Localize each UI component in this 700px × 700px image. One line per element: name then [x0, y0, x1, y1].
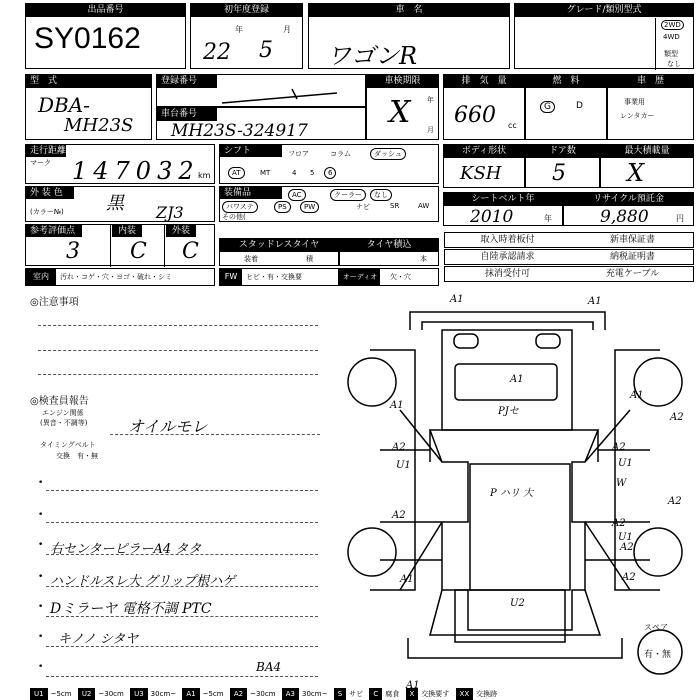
legend-key-xx: XX: [456, 688, 474, 700]
legend-key-c: C: [369, 688, 382, 700]
mark-right-fender: A1: [630, 390, 644, 401]
recycle-unit: 円: [676, 214, 684, 223]
first-registration-label: 初年度登録: [191, 4, 302, 17]
lot-number: SY0162: [34, 22, 141, 55]
equip-power-steering: パワステ: [222, 201, 258, 213]
equip-none: なし: [370, 189, 392, 201]
mark-right-front-door-w: W: [616, 478, 627, 489]
model-box: [25, 74, 152, 140]
shift-floor: フロア: [288, 150, 309, 158]
inspection-mark: X: [389, 95, 411, 130]
legend-key-a1: A1: [182, 688, 199, 700]
history-rental: レンタカー: [620, 112, 655, 120]
legend-val-x: 交換要す: [421, 690, 450, 698]
mark-left-fender: A1: [390, 400, 404, 411]
option-plate: 取入時着板付: [480, 235, 535, 245]
mileage-label: 走行距離: [26, 145, 66, 157]
year-unit: 年: [235, 25, 243, 34]
shift-dash: ダッシュ: [370, 148, 406, 160]
displacement-box: [443, 74, 525, 140]
recycle-value: 9,880: [600, 207, 649, 227]
mark-right-front-door-u: U1: [618, 458, 633, 469]
car-name-box: [308, 3, 510, 69]
grade-label: グレード/類別型式: [515, 4, 693, 17]
mark-right-quarter-2: A2: [622, 572, 636, 583]
fuel-label: 燃 料: [526, 75, 606, 88]
car-name: ワゴンR: [327, 42, 418, 70]
mileage-box: [25, 144, 215, 184]
body-label: ボディ形状: [444, 145, 524, 158]
equip-sr: SR: [390, 202, 400, 210]
room-box: [25, 268, 215, 286]
fw-options: ヒビ・有・交換要: [246, 273, 302, 281]
cc-unit: cc: [508, 121, 517, 130]
note-item-1: 右センターピラーA4 タタ: [50, 542, 202, 557]
exterior-label: 外装: [166, 225, 196, 237]
audio-box: [339, 268, 439, 286]
inspection-box: [366, 74, 439, 140]
color-value: 黒: [106, 193, 124, 214]
inspection-label: 車検期限: [367, 75, 438, 88]
lot-number-box: [25, 3, 186, 69]
displacement-value: 660: [454, 103, 496, 128]
equip-aw: AW: [418, 202, 430, 210]
displacement-label: 排 気 量: [444, 75, 524, 88]
legend-key-u2: U2: [78, 688, 96, 700]
evaluation-label: 参考評価点: [26, 225, 82, 237]
timing-label: タイミングベルト: [40, 441, 96, 449]
history-box: [607, 74, 694, 140]
body-box: [443, 144, 525, 188]
studless-loaded: 積: [306, 255, 313, 263]
mark-right-quarter: A2: [620, 542, 634, 553]
audio-label: オーディオ: [340, 269, 380, 285]
engine-sub: (異音・不調等): [40, 419, 88, 427]
legend-val-s: サビ: [349, 690, 364, 698]
legend-val-u1: ~5cm: [50, 690, 72, 698]
car-damage-diagram: [330, 290, 700, 688]
registration-label: 登録番号: [157, 75, 217, 88]
registration-scribble: [217, 85, 357, 107]
inspector-title: ◎検査員報告: [30, 396, 89, 407]
studless-label: スタッドレスタイヤ: [220, 239, 338, 252]
audio-options: 欠・穴: [390, 273, 411, 281]
legend-val-a3: 30cm~: [302, 690, 328, 698]
fuel-diesel: D: [576, 101, 583, 111]
mark-right-rear-door-u: U1: [618, 532, 633, 543]
chassis-box: [156, 107, 366, 140]
mark-left-front-door: A2: [392, 442, 406, 453]
lot-number-label: 出品番号: [26, 4, 185, 17]
studless-box: [219, 238, 339, 266]
month-unit: 月: [283, 25, 291, 34]
note-item-5: BA4: [256, 660, 282, 674]
option-tax: 納税証明書: [609, 252, 655, 262]
km-unit: km: [198, 171, 211, 180]
chassis-value: MH23S-324917: [171, 121, 308, 141]
timing-sub: 交換 有・無: [56, 452, 98, 460]
door-value: 5: [552, 161, 566, 186]
mark-left-rear-door: A2: [392, 510, 406, 521]
equip-other: その他(: [222, 213, 246, 221]
recycle-label: リサイクル預託金: [564, 193, 693, 206]
legend-key-x: X: [406, 688, 419, 700]
mark-rear-bumper-left: A1: [406, 680, 420, 688]
model-label: 型 式: [26, 75, 151, 88]
legend-key-u3: U3: [130, 688, 148, 700]
spare-value: 有・無: [644, 650, 672, 660]
color-code: ZJ3: [156, 203, 184, 222]
chassis-label: 車台番号: [157, 108, 217, 121]
drive-type: 類型: [664, 50, 678, 58]
mark-rear-gate: U2: [510, 598, 525, 609]
inspection-year-unit: 年: [427, 96, 434, 104]
mark-left-front-door-u: U1: [396, 460, 411, 471]
option-approval: 自陸承認請求: [480, 252, 535, 262]
registration-box: [156, 74, 366, 107]
capacity-box: [600, 144, 694, 188]
room-options: 汚れ・コゲ・穴・ヨゴ・破れ・シミ: [60, 273, 172, 281]
evaluation-value: 3: [66, 239, 80, 264]
car-name-label: 車 名: [309, 4, 509, 17]
seatbelt-label: シートベルト年: [444, 193, 562, 206]
legend-key-a3: A3: [282, 688, 299, 700]
shift-label: シフト: [220, 145, 282, 157]
tire-box: [339, 238, 439, 266]
first-registration-year: 22: [203, 40, 231, 65]
mileage-sub: マーク: [30, 159, 51, 167]
tire-unit: 本: [420, 255, 427, 263]
equip-ps: PS: [274, 201, 291, 213]
first-registration-month: 5: [259, 38, 273, 63]
grade-box: [514, 3, 694, 69]
evaluation-box: [25, 224, 215, 266]
color-box: [25, 186, 215, 222]
fuel-gasoline: G: [540, 101, 555, 113]
shift-mt: MT: [260, 169, 271, 177]
damage-legend: [30, 688, 698, 700]
studless-equipped: 装着: [244, 255, 258, 263]
exterior-value: C: [182, 239, 199, 264]
interior-label: 内装: [112, 225, 142, 237]
mark-right-rear-door: A2: [612, 518, 626, 529]
note-item-3: Dミラーヤ 電格不調 PTC: [50, 601, 212, 617]
drive-4wd: 4WD: [663, 33, 680, 41]
inspection-month-unit: 月: [427, 126, 434, 134]
option-cable: 充電ケーブル: [605, 269, 660, 279]
mileage-value: 147032: [72, 157, 200, 185]
shift-column: コラム: [330, 150, 351, 158]
legend-val-a1: ~5cm: [202, 690, 224, 698]
legend-val-c: 腐食: [385, 690, 400, 698]
mark-front-left: A1: [450, 294, 464, 305]
equip-pw: PW: [300, 201, 319, 213]
mark-right-side: A2: [668, 496, 682, 507]
equip-ac: AC: [288, 189, 306, 201]
option-row-2: [444, 249, 694, 265]
spare-label: スペア: [644, 623, 668, 632]
mark-left-quarter: A1: [400, 574, 414, 585]
capacity-value: X: [627, 159, 645, 187]
history-business: 事業用: [624, 98, 645, 106]
mark-hood-note: PJセ: [498, 406, 519, 417]
door-box: [525, 144, 600, 188]
legend-key-s: S: [334, 688, 346, 700]
color-sub: (カラー№): [30, 208, 64, 216]
model-value-2: MH23S: [64, 115, 134, 136]
option-row-3: [444, 266, 694, 282]
drive-2wd: 2WD: [661, 20, 684, 30]
mark-right-front-door: A2: [612, 442, 626, 453]
equipment-label: 装備品: [220, 187, 282, 199]
shift-4: 4: [292, 169, 297, 177]
drive-none: なし: [667, 60, 681, 68]
recycle-box: [563, 192, 694, 226]
fuel-box: [525, 74, 607, 140]
legend-val-u2: ~30cm: [98, 690, 124, 698]
capacity-label: 最大積載量: [601, 145, 693, 158]
first-registration-box: [190, 3, 303, 69]
legend-key-a2: A2: [230, 688, 247, 700]
equipment-box: [219, 186, 439, 222]
body-value: KSH: [460, 163, 502, 184]
door-label: ドア数: [526, 145, 599, 158]
note-item-2: ハンドルスレ大 グリップ根ハゲ: [50, 574, 236, 589]
mark-right-mirror: A2: [670, 412, 684, 423]
seatbelt-box: [443, 192, 563, 226]
shift-at: AT: [228, 167, 245, 179]
shift-6: 6: [324, 167, 336, 179]
legend-val-xx: 交換跡: [476, 690, 498, 698]
color-label: 外 装 色: [26, 187, 74, 199]
fw-label: FW: [220, 269, 242, 285]
shift-box: [219, 144, 439, 184]
tire-label: タイヤ積込: [340, 239, 438, 252]
legend-key-u1: U1: [30, 688, 48, 700]
history-label: 車 歴: [608, 75, 693, 88]
option-warranty: 新車保証書: [609, 235, 655, 245]
mark-front-right: A1: [588, 296, 602, 307]
equip-navi: ナビ: [356, 203, 370, 211]
equip-cooler: クーラー: [330, 189, 366, 201]
legend-val-u3: 30cm~: [150, 690, 177, 698]
engine-value: オイルモレ: [128, 417, 208, 436]
mark-hood: A1: [510, 374, 524, 385]
caution-title: ◎注意事項: [30, 297, 79, 308]
option-cancel: 抹消受付可: [484, 269, 530, 279]
note-item-4: キノノ シタヤ: [58, 632, 139, 647]
model-value-1: DBA-: [38, 93, 90, 117]
room-label: 室内: [26, 269, 56, 285]
fw-box: [219, 268, 339, 286]
shift-5: 5: [310, 169, 315, 177]
engine-label: エンジン関係: [42, 409, 84, 417]
seatbelt-unit: 年: [544, 214, 552, 223]
option-row-1: [444, 232, 694, 248]
legend-val-a2: ~30cm: [250, 690, 276, 698]
seatbelt-value: 2010: [470, 207, 514, 227]
interior-value: C: [130, 239, 147, 264]
mark-roof: P ハリ 大: [490, 488, 534, 499]
